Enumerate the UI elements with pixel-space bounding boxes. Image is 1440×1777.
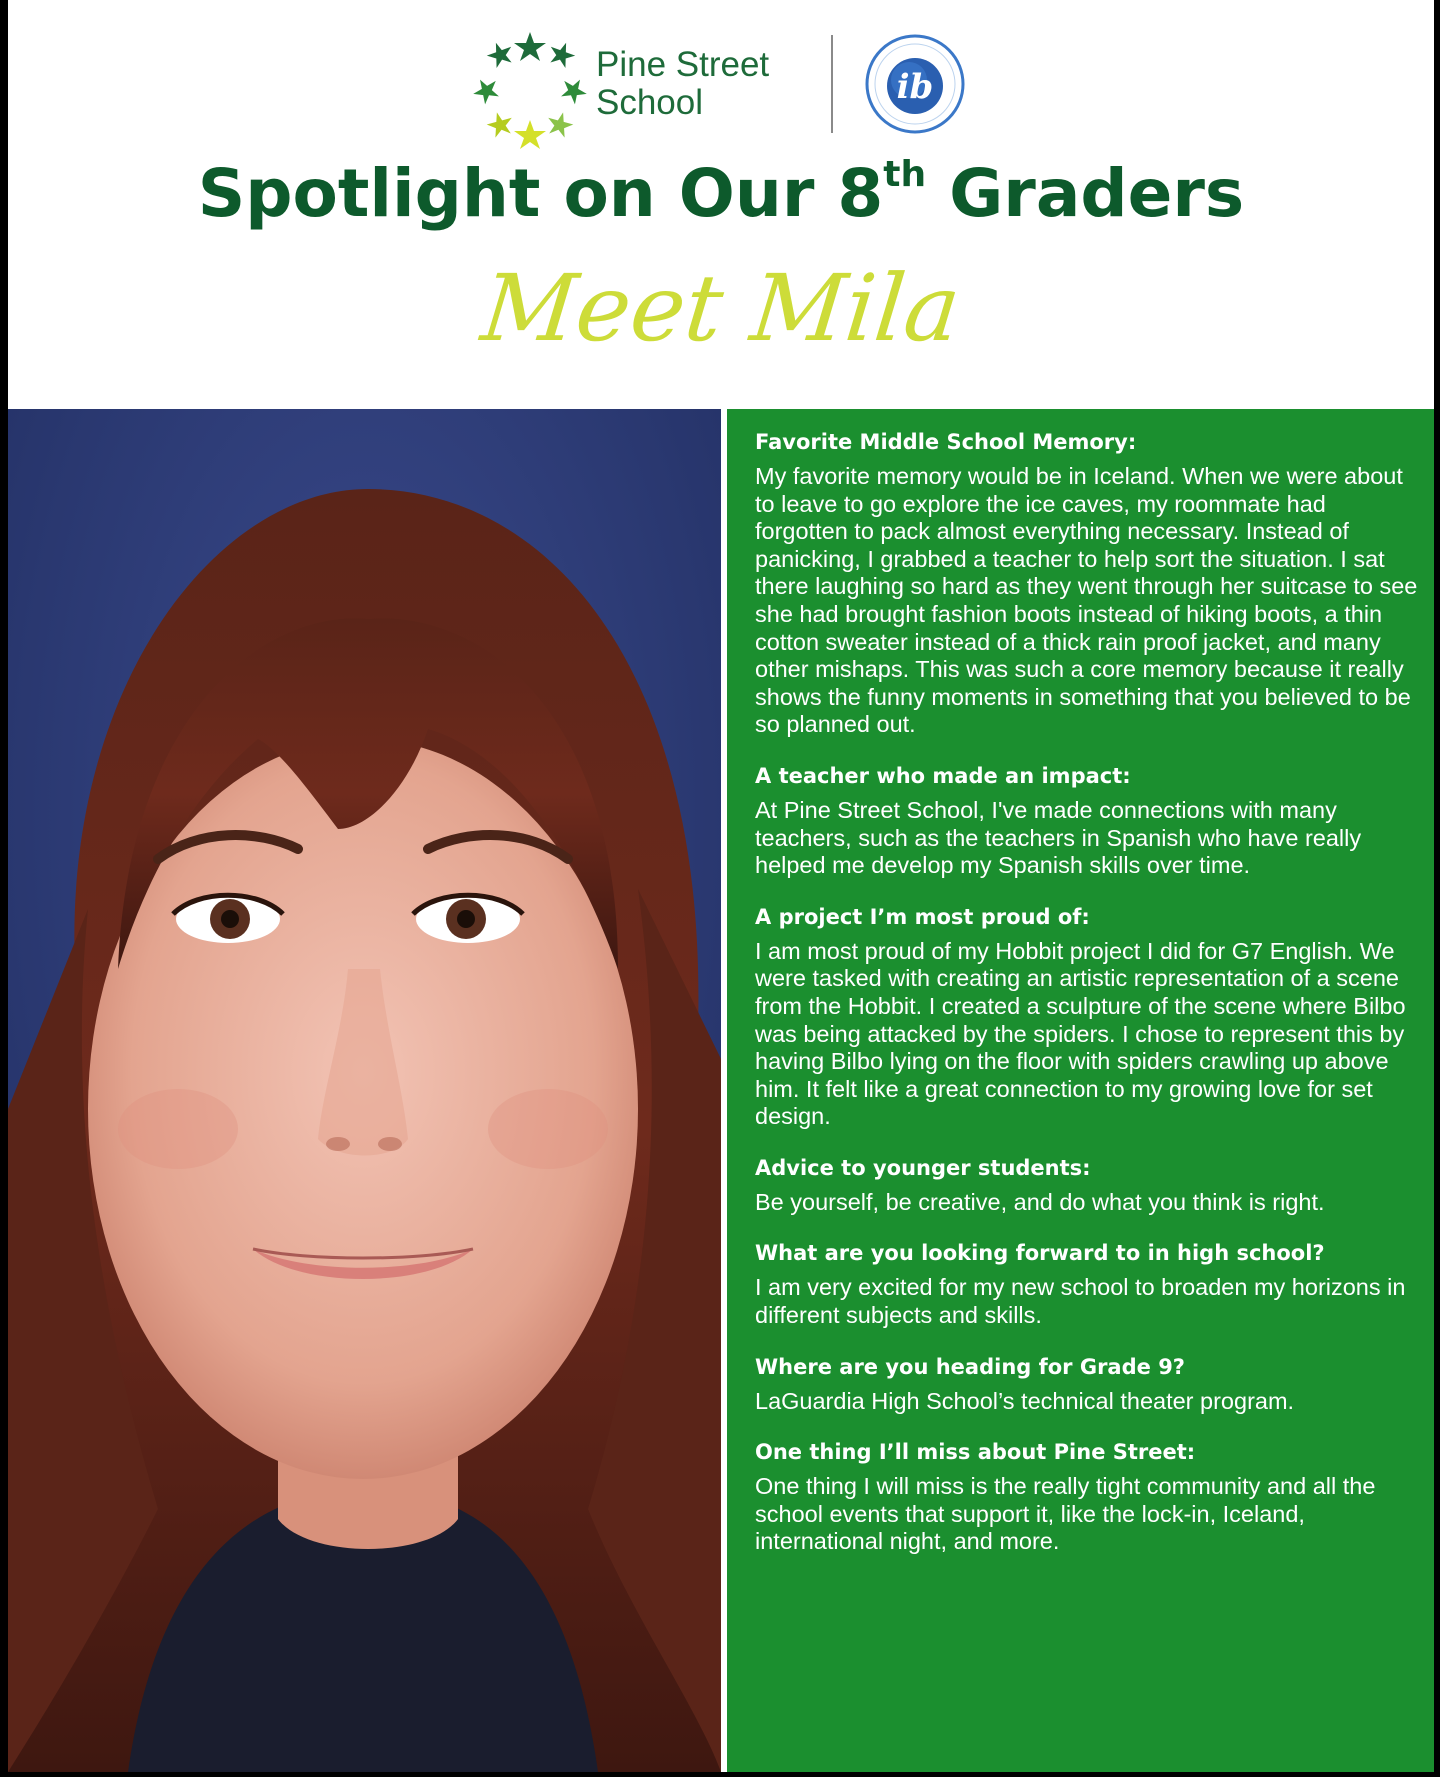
answer-text: I am very excited for my new school to broaden my horizons in different subjects and skills. [755,1274,1406,1329]
stars-circle-logo-icon [470,30,590,150]
question-heading: Where are you heading for Grade 9? [755,1354,1185,1379]
answer-text: Be yourself, be creative, and do what you think is right. [755,1188,1325,1215]
question-heading: Favorite Middle School Memory: [755,430,1137,454]
qa-panel [724,409,1434,1772]
qa-section-memory [755,427,1425,739]
ib-logo-text: ib [896,67,934,107]
answer-text: I am most proud of my Hobbit project I did for G7 English. We were tasked with creating an artistic representation of a scene from the Hobbit. I created a sculpture of the scene where Bilbo was being attacked by the spiders. I chose to represent this by having Bilbo lying on the floor with spiders crawling up above him. It felt like a great connection to my growing love for set design. [755,937,1406,1130]
qa-section-teacher [755,761,1425,880]
answer-text: One thing I will miss is the really tight community and all the school events that support it, like the lock-in, Iceland, international night, and more. [755,1473,1376,1555]
meet-title: Meet Mila [476,255,966,362]
student-portrait [8,409,721,1772]
question-heading: What are you looking forward to in high school? [755,1241,1325,1266]
header [8,0,1434,409]
portrait-illustration [8,409,721,1772]
qa-content [755,427,1425,1556]
school-name-line1: Pine Street [596,45,770,84]
qa-section-high-school [755,1238,1425,1329]
answer-text: My favorite memory would be in Iceland. When we were about to leave to go explore the ice caves, my roommate had forgotten to pack almost everything necessary. Instead of panicking, I grabbed a teacher to help sort the situation. I sat there laughing so hard as they went through her suitcase to see she had brought fashion boots instead of hiking boots, a thin cotton sweater instead of a thick rain proof jacket, and many other mishaps. This was such a core memory because it really shows the funny moments in something that you believed to be so planned out. [755,463,1418,738]
qa-section-project [755,902,1425,1131]
page-title-main: Spotlight on Our 8 [197,155,884,232]
ib-world-school-logo-icon [863,32,968,137]
school-name [596,46,826,122]
page-title-end: Graders [926,155,1245,232]
qa-section-grade-9 [755,1352,1425,1416]
question-heading: Advice to younger students: [755,1155,1091,1180]
question-heading: A teacher who made an impact: [755,763,1131,788]
qa-section-advice [755,1153,1425,1217]
spotlight-page [8,0,1434,1772]
qa-section-miss [755,1437,1425,1556]
answer-text: At Pine Street School, I've made connections with many teachers, such as the teachers in Spanish who have really helped me develop my Spanish skills over time. [755,796,1362,879]
answer-text: LaGuardia High School’s technical theater program. [755,1387,1295,1414]
logo-divider [831,35,833,133]
school-name-line2: School [596,83,704,122]
question-heading: A project I’m most proud of: [755,904,1090,929]
page-title [8,155,1434,232]
question-heading: One thing I’ll miss about Pine Street: [755,1440,1196,1465]
logo-row [8,30,1434,140]
page-title-superscript: th [883,154,927,195]
